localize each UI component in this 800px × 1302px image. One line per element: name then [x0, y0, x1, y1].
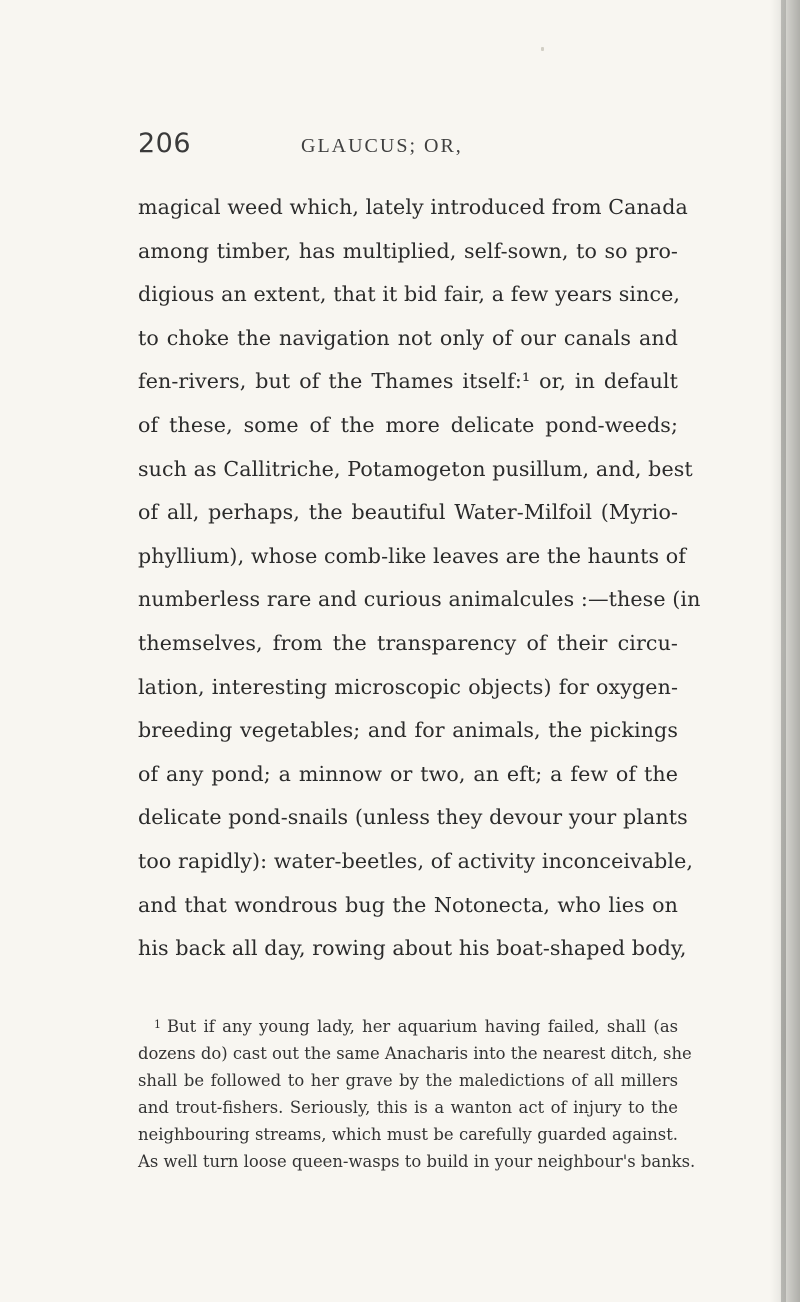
text-line: delicate pond-snails (unless they devour your plants [138, 805, 688, 830]
main-text [138, 186, 701, 971]
text-line: among timber, has multiplied, self-sown, to so pro- [138, 238, 678, 263]
text-line: to choke the navigation not only of our canals and [138, 325, 678, 350]
running-head: GLAUCUS; OR, [301, 135, 463, 157]
page-header [138, 128, 678, 168]
text-line: too rapidly): water-beetles, of activity inconceivable, [138, 848, 694, 873]
footnote [138, 1013, 696, 1175]
text-line: phyllium), whose comb-like leaves are the haunts of [138, 543, 687, 568]
footnote-line: neighbouring streams, which must be carefully guarded against. [138, 1125, 678, 1144]
page-number: 206 [138, 128, 192, 159]
text-line: magical weed which, lately introduced from Canada [138, 195, 688, 219]
footnote-line: As well turn loose queen-wasps to build in your neighbour's banks. [138, 1152, 696, 1171]
text-line: of all, perhaps, the beautiful Water-Milfoil (Myrio- [138, 500, 678, 525]
text-line: digious an extent, that it bid fair, a few years since, [138, 282, 681, 307]
text-line: numberless rare and curious animalcules :—these (in [138, 587, 701, 612]
text-line: breeding vegetables; and for animals, the pickings [138, 718, 678, 743]
text-line: lation, interesting microscopic objects) for oxygen- [138, 674, 678, 699]
footnote-line: dozens do) cast out the same Anacharis into the nearest ditch, she [138, 1044, 692, 1063]
footnote-marker: 1 [154, 1018, 161, 1031]
binding-edge [781, 0, 786, 1302]
text-line: fen-rivers, but of the Thames itself:¹ or, in default [138, 369, 678, 394]
text-line: such as Callitriche, Potamogeton pusillum, and, best [138, 456, 693, 481]
text-line: themselves, from the transparency of their circu- [138, 630, 678, 655]
footnote-line: and trout-fishers. Seriously, this is a wanton act of injury to the [138, 1098, 678, 1117]
text-line: and that wondrous bug the Notonecta, who lies on [138, 892, 678, 917]
paper-speck [541, 47, 544, 51]
text-line: of these, some of the more delicate pond-weeds; [138, 412, 678, 437]
footnote-line: shall be followed to her grave by the maledictions of all millers [138, 1071, 678, 1090]
footnote-text: But if any young lady, her aquarium having failed, shall (as [167, 1017, 678, 1036]
footnote-line [138, 1013, 678, 1040]
text-line: his back all day, rowing about his boat-shaped body, [138, 936, 687, 961]
text-line: of any pond; a minnow or two, an eft; a few of the [138, 761, 678, 786]
